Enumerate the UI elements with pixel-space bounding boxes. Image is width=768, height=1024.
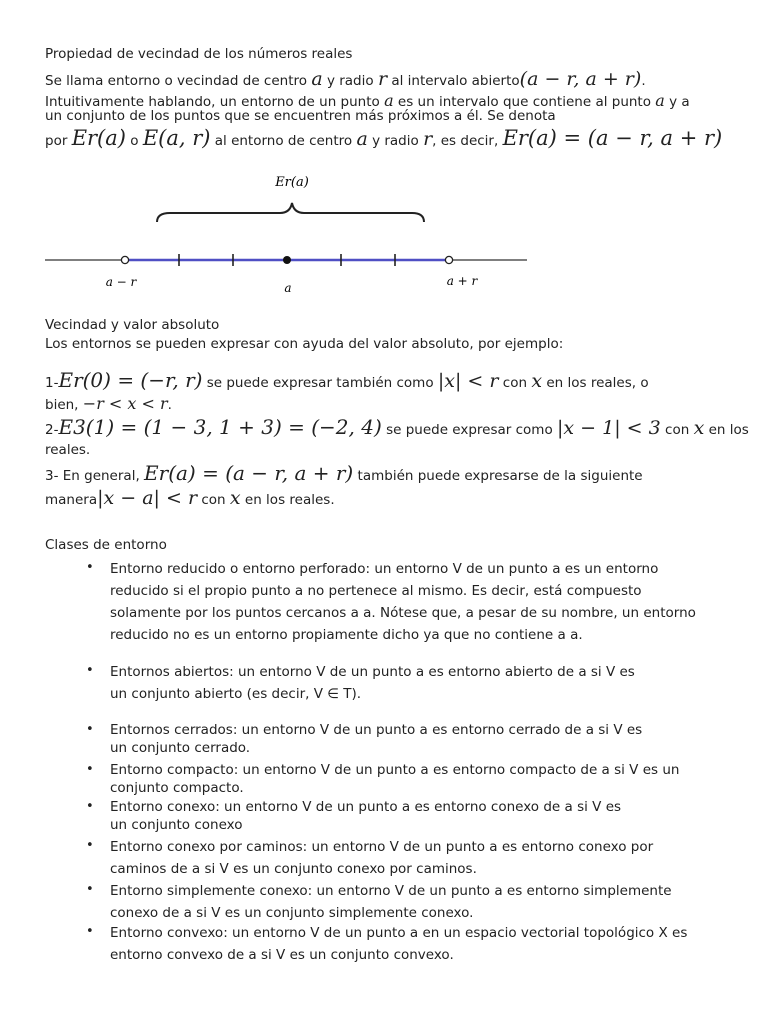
- page-title: Propiedad de vecindad de los números reales: [45, 46, 353, 62]
- intro-line-2: Intuitivamente hablando, un entorno de un punto a es un intervalo que contiene al punto a y a: [45, 91, 690, 110]
- list-item: Entornos cerrados: un entorno V de un punto a es entorno cerrado de a si V es un conjunto cerrado.: [110, 722, 643, 756]
- list-item: Entornos abiertos: un entorno V de un punto a es entorno abierto de a si V es un conjunto abierto (es decir, V ∈ T).: [110, 664, 635, 702]
- intro-line-1: Se llama entorno o vecindad de centro a y radio r al intervalo abierto(a − r, a + r).: [45, 68, 646, 90]
- example-1-line-2: bien, −r < x < r.: [45, 394, 172, 413]
- list-item: Entorno simplemente conexo: un entorno V de un punto a es entorno simplemente conexo de a si V es un conjunto simplemente conexo.: [110, 883, 672, 921]
- list-item: Entorno reducido o entorno perforado: un entorno V de un punto a es un entorno reducido si el propio punto a no pertenece al mismo. Es decir, está compuesto solamente por los puntos cercanos a a. Nótese que, a pesar de su nombre, un entorno reducido no es un entorno propiamente dicho ya que no contiene a a.: [110, 561, 696, 643]
- bullet-marker: •: [86, 722, 94, 737]
- neighborhood-diagram: [0, 165, 560, 300]
- bullet-marker: •: [86, 838, 94, 853]
- list-item: Entorno conexo: un entorno V de un punto a es entorno conexo de a si V es un conjunto conexo: [110, 799, 622, 833]
- example-2-line-2: reales.: [45, 442, 91, 458]
- left-endpoint-label: a − r: [105, 275, 137, 289]
- bullet-marker: •: [86, 560, 94, 575]
- example-2-line-1: 2-E3(1) = (1 − 3, 1 + 3) = (−2, 4) se puede expresar como |x − 1| < 3 con x en los: [45, 415, 749, 439]
- section-heading-clases: Clases de entorno: [45, 537, 167, 553]
- center-label: a: [284, 281, 292, 295]
- open-endpoint-right: [445, 256, 452, 263]
- list-item: Entorno conexo por caminos: un entorno V de un punto a es entorno conexo por caminos de a si V es un conjunto conexo por caminos.: [110, 839, 654, 877]
- right-endpoint-label: a + r: [446, 274, 478, 288]
- example-1-line-1: 1-Er(0) = (−r, r) se puede expresar también como |x| < r con x en los reales, o: [45, 368, 649, 392]
- brace-label: Er(a): [275, 175, 309, 190]
- bullet-marker: •: [86, 882, 94, 897]
- section-heading-vecindad: Vecindad y valor absoluto: [45, 317, 220, 333]
- example-3-line-2: manera|x − a| < r con x en los reales.: [45, 487, 335, 509]
- center-point: [283, 256, 291, 264]
- bullet-marker: •: [86, 762, 94, 777]
- bullet-marker: •: [86, 799, 94, 814]
- vecindad-intro: Los entornos se pueden expresar con ayuda del valor absoluto, por ejemplo:: [45, 336, 564, 352]
- list-item: Entorno convexo: un entorno V de un punto a en un espacio vectorial topológico X es entorno convexo de a si V es un conjunto convexo.: [110, 925, 688, 963]
- bullet-marker: •: [86, 663, 94, 678]
- open-endpoint-left: [121, 256, 128, 263]
- intro-line-3: un conjunto de los puntos que se encuentren más próximos a él. Se denota: [45, 108, 556, 124]
- bullet-marker: •: [86, 924, 94, 939]
- intro-line-4: por Er(a) o E(a, r) al entorno de centro a y radio r, es decir, Er(a) = (a − r, a + r): [45, 126, 723, 150]
- list-item: Entorno compacto: un entorno V de un punto a es entorno compacto de a si V es un conjunto compacto.: [110, 762, 680, 796]
- example-3-line-1: 3- En general, Er(a) = (a − r, a + r) también puede expresarse de la siguiente: [45, 461, 643, 485]
- brace: [157, 203, 424, 222]
